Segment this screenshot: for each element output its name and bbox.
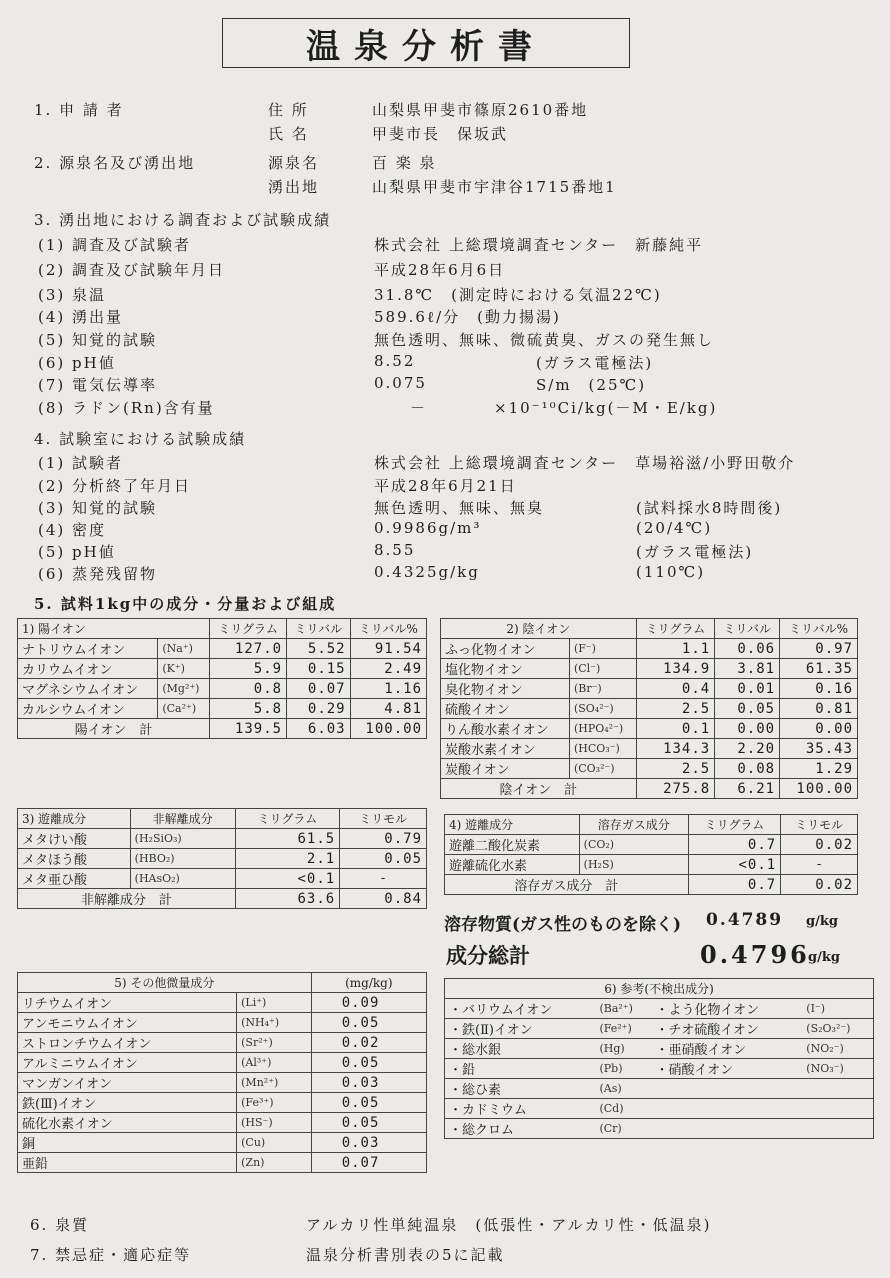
table-row — [18, 993, 427, 1013]
s4-item-note: (試料採水8時間後) — [636, 499, 783, 517]
s4-item-key: (3) 知覚的試験 — [38, 499, 158, 517]
ref-name: ・バリウムイオン — [445, 999, 596, 1019]
s4-item-key: (5) pH値 — [38, 543, 116, 561]
ion-formula: (Mg²⁺) — [158, 679, 210, 699]
location-value: 山梨県甲斐市宇津谷1715番地1 — [372, 178, 617, 196]
ion-formula: (F⁻) — [569, 639, 636, 659]
mg-value: <0.1 — [235, 869, 339, 889]
mval-value: 0.00 — [715, 719, 780, 739]
s3-item-value: 589.6ℓ/分 (動力揚湯) — [374, 308, 561, 326]
name-value: 甲斐市長 保坂武 — [372, 125, 509, 143]
ref-name: ・総ひ素 — [445, 1079, 596, 1099]
s3-item-key: (5) 知覚的試験 — [38, 331, 158, 349]
mval-pct-value: 0.81 — [780, 699, 858, 719]
table-header: 5) その他微量成分 — [18, 973, 312, 993]
mg-value: 0.7 — [688, 835, 780, 855]
ion-name: カリウムイオン — [18, 659, 158, 679]
table-header: 3) 遊離成分 — [18, 809, 131, 829]
ion-formula: (HPO₄²⁻) — [569, 719, 636, 739]
mval-pct-value: 35.43 — [780, 739, 858, 759]
ion-name: マグネシウムイオン — [18, 679, 158, 699]
compound-name: メタほう酸 — [18, 849, 131, 869]
total-label: 非解離成分 計 — [18, 889, 236, 909]
total-row — [441, 779, 858, 799]
ion-name: 炭酸イオン — [441, 759, 570, 779]
table-row — [18, 869, 427, 889]
mg-value: <0.1 — [688, 855, 780, 875]
trace-formula: (Cu) — [237, 1133, 312, 1153]
trace-formula: (Mn²⁺) — [237, 1073, 312, 1093]
mg-total: 275.8 — [636, 779, 715, 799]
total-row — [445, 875, 858, 895]
mval-value: 0.06 — [715, 639, 780, 659]
trace-value: 0.05 — [311, 1113, 426, 1133]
mval-pct-value: 0.16 — [780, 679, 858, 699]
table-row — [18, 849, 427, 869]
mval-pct-value: 1.29 — [780, 759, 858, 779]
table-row — [445, 835, 858, 855]
compound-name: メタけい酸 — [18, 829, 131, 849]
dissolved-matter-unit: g/kg — [806, 914, 838, 929]
ion-formula: (HCO₃⁻) — [569, 739, 636, 759]
mval-value: 3.81 — [715, 659, 780, 679]
s4-item-value: 0.4325g/kg — [374, 563, 480, 581]
ion-name: 硫酸イオン — [441, 699, 570, 719]
s3-item-value: 8.52 — [374, 352, 416, 370]
trace-value: 0.05 — [311, 1013, 426, 1033]
not-detected-table — [444, 978, 874, 1139]
table-row — [18, 829, 427, 849]
name-key: 氏 名 — [268, 125, 309, 143]
section2-label: 2. 源泉名及び湧出地 — [34, 154, 196, 172]
trace-formula: (Al³⁺) — [237, 1053, 312, 1073]
compound-name: メタ亜ひ酸 — [18, 869, 131, 889]
source-key: 源泉名 — [268, 154, 320, 172]
ref-formula: (S₂O₃²⁻) — [802, 1019, 873, 1039]
s3-item-key: (8) ラドン(Rn)含有量 — [38, 399, 215, 417]
s4-item-value: 0.9986g/m³ — [374, 519, 482, 537]
ref-formula: (Ba²⁺) — [595, 999, 651, 1019]
table-header: ミリバル% — [780, 619, 858, 639]
mg-value: 134.3 — [636, 739, 715, 759]
section7-label: 7. 禁忌症・適応症等 — [30, 1246, 192, 1264]
s3-item-value: 株式会社 上総環境調査センター 新藤純平 — [374, 236, 704, 254]
trace-name: リチウムイオン — [18, 993, 237, 1013]
table-row — [441, 719, 858, 739]
mmol-total: 0.02 — [781, 875, 858, 895]
mval-value: 0.05 — [715, 699, 780, 719]
table-row — [18, 1153, 427, 1173]
s4-item-key: (4) 密度 — [38, 521, 107, 539]
mval-pct-value: 0.00 — [780, 719, 858, 739]
ion-formula: (Cl⁻) — [569, 659, 636, 679]
ref-name: ・鉄(Ⅱ)イオン — [445, 1019, 596, 1039]
ref-formula: (Fe²⁺) — [595, 1019, 651, 1039]
mg-value: 0.1 — [636, 719, 715, 739]
indications-value: 温泉分析書別表の5に記載 — [306, 1246, 505, 1264]
ion-formula: (Na⁺) — [158, 639, 210, 659]
s4-item-value: 株式会社 上総環境調査センター 草場裕滋/小野田敬介 — [374, 454, 796, 472]
table-header: ミリモル — [781, 815, 858, 835]
total-label: 陰イオン 計 — [441, 779, 637, 799]
ion-formula: (Br⁻) — [569, 679, 636, 699]
ion-name: 炭酸水素イオン — [441, 739, 570, 759]
gas-name: 遊離硫化水素 — [445, 855, 580, 875]
mg-value: 5.8 — [210, 699, 287, 719]
table-header: ミリモル — [340, 809, 427, 829]
table-row — [441, 639, 858, 659]
trace-name: 銅 — [18, 1133, 237, 1153]
total-row — [18, 719, 427, 739]
s3-item-value: 31.8℃ (測定時における気温22℃) — [374, 286, 662, 304]
ion-formula: (CO₃²⁻) — [569, 759, 636, 779]
trace-formula: (NH₄⁺) — [237, 1013, 312, 1033]
ion-name: カルシウムイオン — [18, 699, 158, 719]
s4-item-note: (ガラス電極法) — [636, 543, 754, 561]
trace-name: 硫化水素イオン — [18, 1113, 237, 1133]
ion-formula: (K⁺) — [158, 659, 210, 679]
mmol-value: 0.79 — [340, 829, 427, 849]
mmol-total: 0.84 — [340, 889, 427, 909]
mval-value: 0.29 — [287, 699, 351, 719]
mg-value: 1.1 — [636, 639, 715, 659]
mval-pct-total: 100.00 — [350, 719, 426, 739]
section5-label: 5. 試料1kg中の成分・分量および組成 — [34, 595, 337, 613]
mmol-value: - — [781, 855, 858, 875]
total-components-unit: g/kg — [808, 950, 840, 965]
ref-formula: (As) — [595, 1079, 651, 1099]
compound-formula: (HBO₂) — [130, 849, 235, 869]
table-header: ミリグラム — [235, 809, 339, 829]
anion-table — [440, 618, 858, 799]
ref-name: ・カドミウム — [445, 1099, 596, 1119]
trace-value: 0.03 — [311, 1133, 426, 1153]
mg-total: 139.5 — [210, 719, 287, 739]
mval-value: 0.08 — [715, 759, 780, 779]
mval-pct-total: 100.00 — [780, 779, 858, 799]
table-row — [18, 1013, 427, 1033]
mval-pct-value: 91.54 — [350, 639, 426, 659]
table-row — [441, 659, 858, 679]
ref-name: ・総クロム — [445, 1119, 596, 1139]
ref-formula: (Cd) — [595, 1099, 651, 1119]
mval-value: 5.52 — [287, 639, 351, 659]
mg-total: 63.6 — [235, 889, 339, 909]
location-key: 湧出地 — [268, 178, 320, 196]
table-row — [445, 1019, 874, 1039]
mg-value: 61.5 — [235, 829, 339, 849]
section3-label: 3. 湧出地における調査および試験成績 — [34, 211, 332, 229]
mval-pct-value: 2.49 — [350, 659, 426, 679]
trace-name: 亜鉛 — [18, 1153, 237, 1173]
trace-formula: (Li⁺) — [237, 993, 312, 1013]
total-row — [18, 889, 427, 909]
table-row — [441, 699, 858, 719]
mg-value: 127.0 — [210, 639, 287, 659]
mval-value: 0.07 — [287, 679, 351, 699]
table-header: ミリバル — [715, 619, 780, 639]
table-row — [18, 639, 427, 659]
mval-pct-value: 4.81 — [350, 699, 426, 719]
ref-formula: (NO₂⁻) — [802, 1039, 873, 1059]
mg-value: 134.9 — [636, 659, 715, 679]
table-header: ミリグラム — [636, 619, 715, 639]
s3-item-key: (4) 湧出量 — [38, 308, 124, 326]
ref-name: ・よう化物イオン — [651, 999, 802, 1019]
ion-name: 臭化物イオン — [441, 679, 570, 699]
trace-name: マンガンイオン — [18, 1073, 237, 1093]
table-row — [445, 855, 858, 875]
document-title: 温泉分析書 — [222, 18, 630, 68]
trace-name: アルミニウムイオン — [18, 1053, 237, 1073]
table-header: 非解離成分 — [130, 809, 235, 829]
s4-item-value: 無色透明、無味、無臭 — [374, 499, 545, 517]
trace-value: 0.02 — [311, 1033, 426, 1053]
ion-name: 塩化物イオン — [441, 659, 570, 679]
table-header: 2) 陰イオン — [441, 619, 637, 639]
ref-formula: (Pb) — [595, 1059, 651, 1079]
compound-formula: (HAsO₂) — [130, 869, 235, 889]
s3-item-value: 無色透明、無味、微硫黄臭、ガスの発生無し — [374, 331, 715, 349]
table-row — [445, 1119, 874, 1139]
section1-label: 1. 申 請 者 — [34, 101, 124, 119]
trace-value: 0.09 — [311, 993, 426, 1013]
table-row — [441, 759, 858, 779]
s3-item-value: 0.075 — [374, 374, 427, 392]
s4-item-key: (2) 分析終了年月日 — [38, 477, 192, 495]
total-label: 陽イオン 計 — [18, 719, 210, 739]
ion-formula: (SO₄²⁻) — [569, 699, 636, 719]
mg-total: 0.7 — [688, 875, 780, 895]
s3-item-value: － — [410, 399, 428, 417]
table-header: 4) 遊離成分 — [445, 815, 580, 835]
trace-formula: (Sr²⁺) — [237, 1033, 312, 1053]
section6-label: 6. 泉質 — [30, 1216, 90, 1234]
ref-name: ・鉛 — [445, 1059, 596, 1079]
mval-total: 6.03 — [287, 719, 351, 739]
table-row — [445, 1099, 874, 1119]
table-row — [445, 1039, 874, 1059]
s3-item-key: (2) 調査及び試験年月日 — [38, 261, 226, 279]
table-header: ミリグラム — [210, 619, 287, 639]
trace-value: 0.03 — [311, 1073, 426, 1093]
table-header: (mg/kg) — [311, 973, 426, 993]
trace-name: ストロンチウムイオン — [18, 1033, 237, 1053]
s4-item-note: (20/4℃) — [636, 519, 713, 537]
empty-cell — [651, 1079, 873, 1099]
mg-value: 2.1 — [235, 849, 339, 869]
total-label: 溶存ガス成分 計 — [445, 875, 689, 895]
ref-formula: (NO₃⁻) — [802, 1059, 873, 1079]
dissolved-matter-label: 溶存物質(ガス性のものを除く) — [444, 915, 682, 935]
trace-formula: (HS⁻) — [237, 1113, 312, 1133]
total-components-label: 成分総計 — [446, 943, 530, 968]
mg-value: 2.5 — [636, 759, 715, 779]
compound-formula: (H₂SiO₃) — [130, 829, 235, 849]
undissociated-table — [17, 808, 427, 909]
trace-formula: (Zn) — [237, 1153, 312, 1173]
table-row — [18, 1053, 427, 1073]
s4-item-note: (110℃) — [636, 563, 706, 581]
table-row — [18, 1133, 427, 1153]
mg-value: 2.5 — [636, 699, 715, 719]
ref-name: ・総水銀 — [445, 1039, 596, 1059]
ion-name: りん酸水素イオン — [441, 719, 570, 739]
address-value: 山梨県甲斐市篠原2610番地 — [372, 101, 589, 119]
table-row — [18, 1093, 427, 1113]
trace-name: アンモニウムイオン — [18, 1013, 237, 1033]
ref-formula: (Hg) — [595, 1039, 651, 1059]
table-row — [18, 1113, 427, 1133]
ref-name: ・亜硝酸イオン — [651, 1039, 802, 1059]
dissolved-matter-value: 0.4789 — [706, 910, 784, 930]
ref-formula: (Cr) — [595, 1119, 651, 1139]
cation-table — [17, 618, 427, 739]
s3-item-key: (3) 泉温 — [38, 286, 107, 304]
table-header: ミリグラム — [688, 815, 780, 835]
s4-item-key: (6) 蒸発残留物 — [38, 565, 158, 583]
trace-name: 鉄(Ⅲ)イオン — [18, 1093, 237, 1113]
table-row — [441, 679, 858, 699]
table-row — [18, 1073, 427, 1093]
mg-value: 0.8 — [210, 679, 287, 699]
ref-name: ・チオ硫酸イオン — [651, 1019, 802, 1039]
mval-total: 6.21 — [715, 779, 780, 799]
ref-name: ・硝酸イオン — [651, 1059, 802, 1079]
empty-cell — [651, 1099, 873, 1119]
table-row — [18, 659, 427, 679]
mg-value: 0.4 — [636, 679, 715, 699]
trace-value: 0.07 — [311, 1153, 426, 1173]
gas-name: 遊離二酸化炭素 — [445, 835, 580, 855]
mval-pct-value: 61.35 — [780, 659, 858, 679]
s3-item-key: (1) 調査及び試験者 — [38, 236, 192, 254]
mg-value: 5.9 — [210, 659, 287, 679]
empty-cell — [651, 1119, 873, 1139]
s4-item-value: 8.55 — [374, 541, 416, 559]
spring-quality-value: アルカリ性単純温泉 (低張性・アルカリ性・低温泉) — [306, 1216, 712, 1234]
s3-item-key: (6) pH値 — [38, 354, 116, 372]
dissolved-gas-table — [444, 814, 858, 895]
mval-value: 0.01 — [715, 679, 780, 699]
trace-components-table — [17, 972, 427, 1173]
mmol-value: 0.02 — [781, 835, 858, 855]
ion-name: ふっ化物イオン — [441, 639, 570, 659]
table-header: ミリバル — [287, 619, 351, 639]
gas-formula: (CO₂) — [579, 835, 688, 855]
table-row — [445, 999, 874, 1019]
table-header: 6) 参考(不検出成分) — [445, 979, 874, 999]
s4-item-value: 平成28年6月21日 — [374, 477, 517, 495]
trace-value: 0.05 — [311, 1053, 426, 1073]
mmol-value: 0.05 — [340, 849, 427, 869]
table-row — [441, 739, 858, 759]
table-row — [445, 1059, 874, 1079]
gas-formula: (H₂S) — [579, 855, 688, 875]
s3-item-note: (ガラス電極法) — [536, 354, 654, 372]
ref-formula: (I⁻) — [802, 999, 873, 1019]
total-components-value: 0.4796 — [700, 940, 810, 969]
mmol-value: - — [340, 869, 427, 889]
mval-value: 2.20 — [715, 739, 780, 759]
table-header: 1) 陽イオン — [18, 619, 210, 639]
section4-label: 4. 試験室における試験成績 — [34, 430, 247, 448]
ion-formula: (Ca²⁺) — [158, 699, 210, 719]
mval-pct-value: 0.97 — [780, 639, 858, 659]
ion-name: ナトリウムイオン — [18, 639, 158, 659]
table-row — [445, 1079, 874, 1099]
s3-item-key: (7) 電気伝導率 — [38, 376, 158, 394]
table-row — [18, 679, 427, 699]
mval-pct-value: 1.16 — [350, 679, 426, 699]
table-header: 溶存ガス成分 — [579, 815, 688, 835]
s4-item-key: (1) 試験者 — [38, 454, 124, 472]
trace-formula: (Fe³⁺) — [237, 1093, 312, 1113]
table-row — [18, 1033, 427, 1053]
s3-item-note: S/m (25℃) — [536, 376, 647, 394]
s3-item-value: 平成28年6月6日 — [374, 261, 506, 279]
table-row — [18, 699, 427, 719]
trace-value: 0.05 — [311, 1093, 426, 1113]
source-value: 百 楽 泉 — [372, 154, 437, 172]
table-header: ミリバル% — [350, 619, 426, 639]
mval-value: 0.15 — [287, 659, 351, 679]
s3-item-note: ×10⁻¹⁰Ci/kg(－M・E/kg) — [494, 399, 718, 417]
address-key: 住 所 — [268, 101, 309, 119]
